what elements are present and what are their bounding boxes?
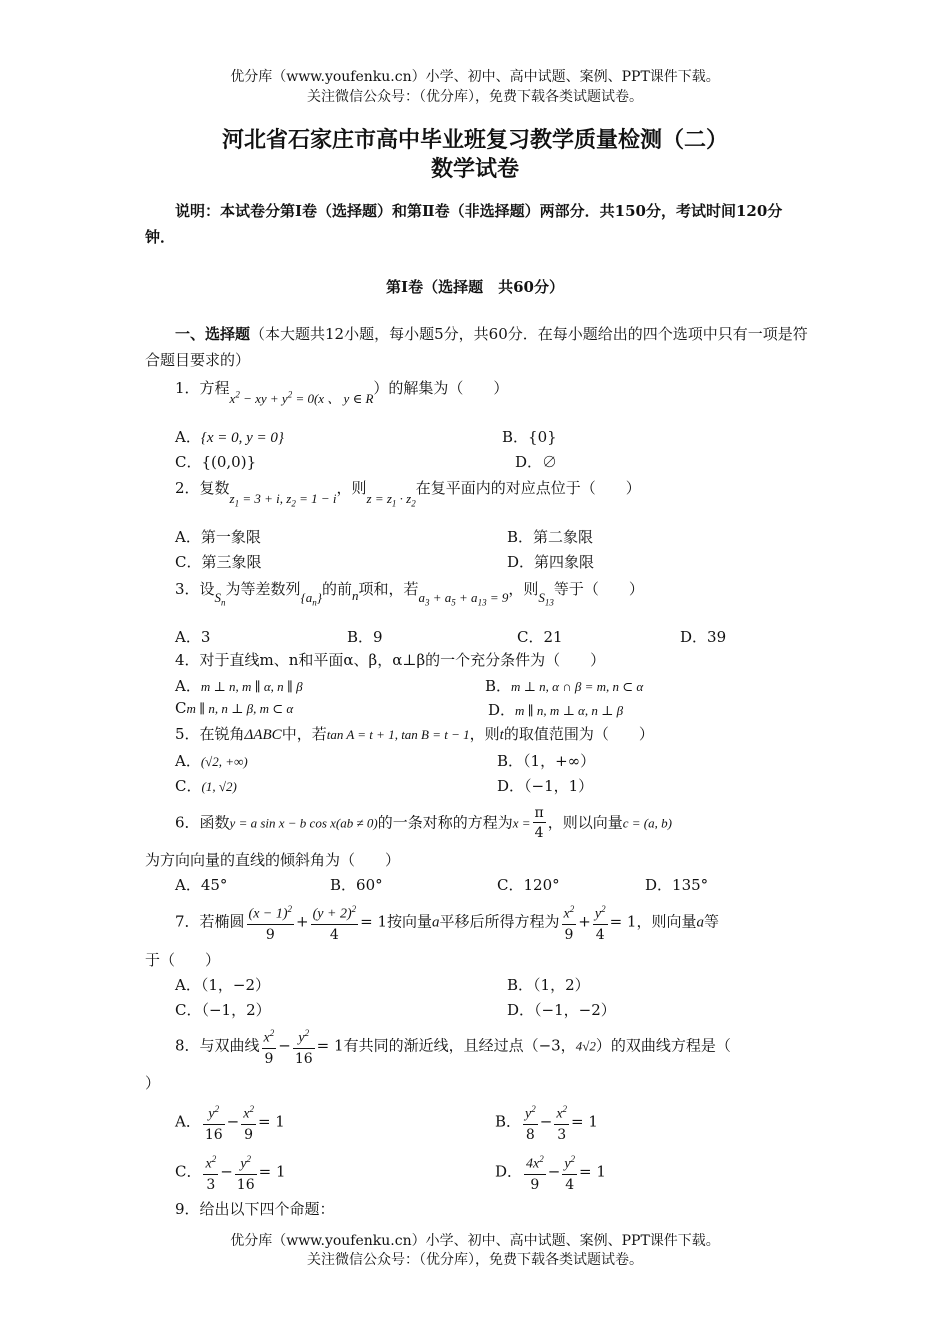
page-subtitle: 数学试卷 [430, 156, 519, 182]
page-title: 河北省石家庄市高中毕业班复习教学质量检测（二） [221, 127, 728, 153]
q2-option-c: C．第三象限 [175, 553, 262, 571]
instructions-text: （本大题共12小题，每小题5分，共60分．在每小题给出的四个选项中只有一项是符合题目要求的） [145, 325, 808, 369]
q4-option-a: A．m ⊥ n, m ∥ α, n ∥ β [175, 677, 303, 695]
q4-option-b: B．m ⊥ n, α ∩ β = m, n ⊂ α [485, 677, 644, 695]
q7-option-d: D．（−1，−2） [507, 1001, 616, 1019]
q3-option-b: B．9 [347, 628, 383, 646]
q6-stem-cont: 为方向向量的直线的倾斜角为（ ） [145, 851, 401, 869]
q1-option-c: C．{(0,0)} [175, 453, 257, 471]
q8-option-d: D． $\frac{4x^2}{9}$ − $\frac{y^2}{4}$ = 1 [495, 1150, 606, 1195]
q4-stem: 4．对于直线m、n和平面α、β，α⊥β的一个充分条件为（ ） [175, 651, 606, 669]
q8-option-a: A． $\frac{y^2}{16}$ − $\frac{x^2}{9}$ = 1 [175, 1100, 285, 1145]
section-heading: 第Ⅰ卷（选择题 共60分） [386, 278, 564, 296]
q1-label: 1．方程 [175, 379, 230, 397]
q6-option-b: B．60° [330, 876, 383, 894]
q1-stem [175, 377, 509, 406]
q1-tail: ）的解集为（ ） [373, 379, 509, 397]
footer-line-1: 优分库（www.youfenku.cn）小学、初中、高中试题、案例、PPT课件下载。 [230, 1233, 720, 1249]
q2-stem: 2．复数$z_1 = 3 + i$, $z_2 = 1 - i$，则$z = z_1 \cdot z_2$在复平面内的对应点位于（ ） [175, 479, 641, 509]
q5-option-b: B．（1，+∞） [497, 752, 596, 770]
q3-option-a: A．3 [175, 628, 211, 646]
q5-option-a: A．(√2, +∞) [175, 752, 248, 770]
q2-option-a: A．第一象限 [175, 528, 261, 546]
q1-option-d: D．∅ [515, 453, 558, 471]
q3-sum-condition: $a_3 + a_5 + a_{13} = 9$ [418, 590, 509, 608]
q2-z-def: $z_1 = 3 + i$, $z_2 = 1 - i$ [229, 491, 337, 509]
q2-z-product: $z = z_1 \cdot z_2$ [366, 491, 416, 509]
q6-option-d: D．135° [645, 876, 709, 894]
q7-stem: 7．若椭圆 $\frac{(x - 1)^2}{9}$ + $\frac{(y + 2)^2}{4}$ = 1按向量a平移后所得方程为 $\frac{x^2}{9}$ + $\frac{y^2}{4}$ = 1，则向量a等 [175, 900, 719, 945]
header-line-1: 优分库（www.youfenku.cn）小学、初中、高中试题、案例、PPT课件下载。 [230, 69, 720, 85]
q8-option-c: C． $\frac{x^2}{3}$ − $\frac{y^2}{16}$ = 1 [175, 1150, 286, 1195]
q3-option-c: C．21 [517, 628, 563, 646]
q7-option-a: A．（1，−2） [175, 976, 270, 994]
q9-stem: 9．给出以下四个命题： [175, 1200, 335, 1218]
q7-stem-cont: 于（ ） [145, 951, 221, 969]
q7-option-b: B．（1，2） [507, 976, 590, 994]
footer-line-2: 关注微信公众号：（优分库），免费下载各类试题试卷。 [307, 1252, 643, 1268]
q5-stem: 5．在锐角ΔABC中，若tan A = t + 1, tan B = t − 1，则t的取值范围为（ ） [175, 725, 654, 743]
q6-stem: 6．函数y = a sin x − b cos x(ab ≠ 0)的一条对称的方程为x = $\frac{\pi}{4}$ ，则以向量c = (a, b) [175, 805, 672, 841]
q8-stem-cont: ） [145, 1074, 161, 1092]
q7-option-c: C．（−1，2） [175, 1001, 271, 1019]
q1-option-a-math: {x = 0, y = 0} [200, 430, 284, 446]
q6-option-c: C．120° [497, 876, 560, 894]
q1-option-b: B．{0} [502, 428, 557, 446]
header-line-2: 关注微信公众号：（优分库），免费下载各类试题试卷。 [307, 89, 643, 105]
q3-stem: 3．设$S_n$为等差数列$\{a_n\}$的前n项和，若$a_3 + a_5 + a_{13} = 9$，则$S_{13}$等于（ ） [175, 580, 644, 608]
q4-option-d: D．m ∥ n, m ⊥ α, n ⊥ β [488, 701, 624, 719]
q1-option-a: A．{x = 0, y = 0} [175, 428, 284, 446]
q6-option-a: A．45° [175, 876, 228, 894]
q8-stem: 8．与双曲线 $\frac{x^2}{9}$ − $\frac{y^2}{16}$ = 1有共同的渐近线，且经过点（−3，4√2）的双曲线方程是（ [175, 1024, 731, 1069]
q1-equation: $x^2$ − xy + $y^2 = 0(x$ 、 y ∈ R [229, 389, 374, 406]
instructions [145, 321, 810, 373]
q2-option-d: D．第四象限 [507, 553, 595, 571]
q2-option-b: B．第二象限 [507, 528, 594, 546]
q5-option-c: C．(1, √2) [175, 777, 237, 795]
q5-option-d: D．（−1，1） [497, 777, 594, 795]
q4-option-c: Cm ∥ n, n ⊥ β, m ⊂ α [175, 699, 294, 717]
instructions-label: 一、选择题 [175, 325, 251, 343]
q3-option-d: D．39 [680, 628, 727, 646]
exam-note: 说明：本试卷分第Ⅰ卷（选择题）和第Ⅱ卷（非选择题）两部分．共150分，考试时间120分钟． [145, 202, 783, 246]
q8-option-b: B． $\frac{y^2}{8}$ − $\frac{x^2}{3}$ = 1 [495, 1100, 598, 1145]
